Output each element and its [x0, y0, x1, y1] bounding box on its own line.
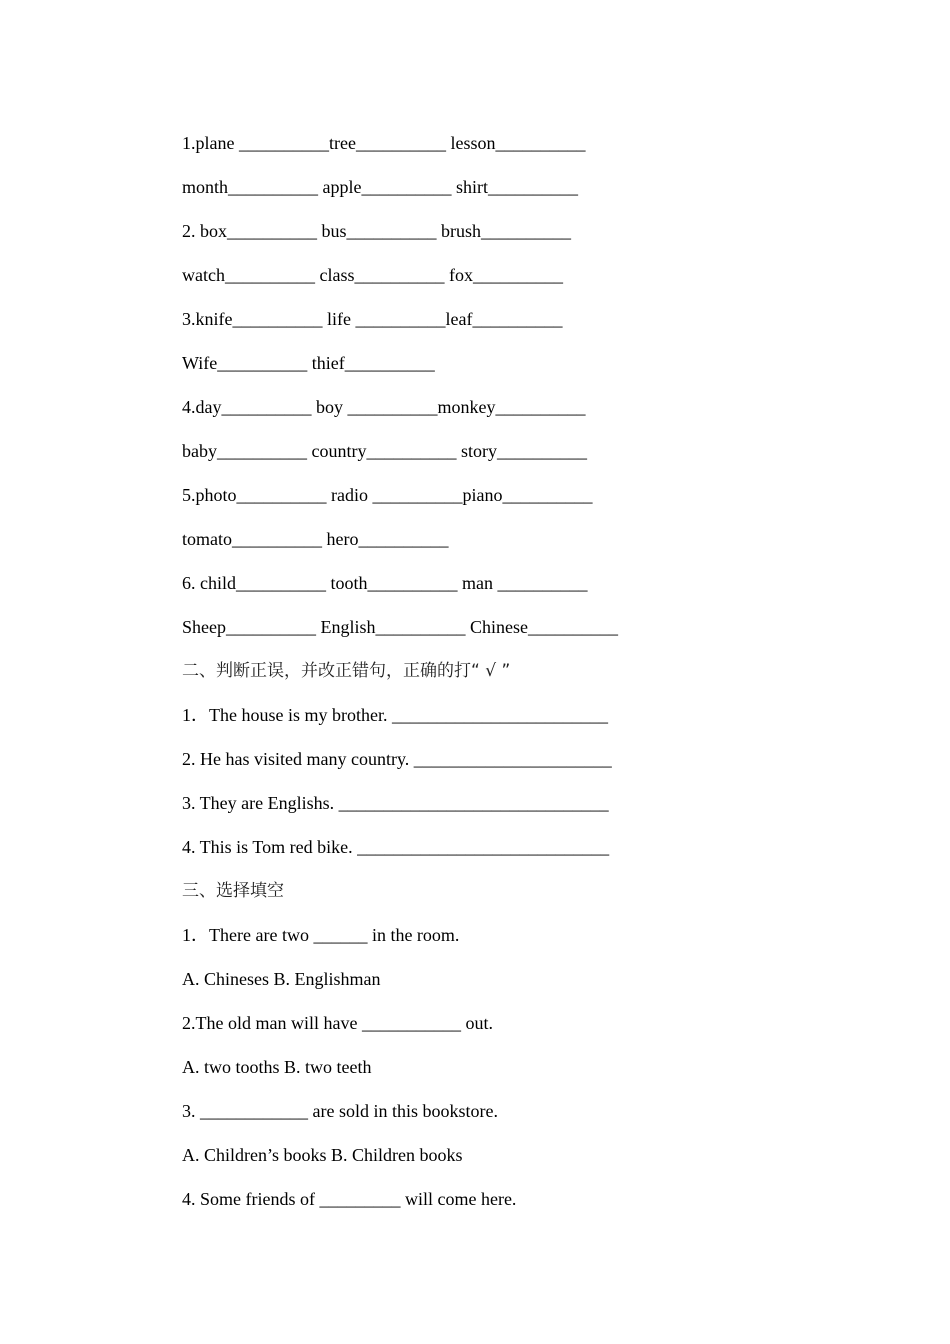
plural-line-5b: tomato__________ hero__________	[182, 529, 449, 549]
plural-line-3b: Wife__________ thief__________	[182, 353, 435, 373]
choice-options-3: A. Children’s books B. Children books	[182, 1145, 463, 1165]
section-2-heading: 二、判断正误，并改正错句，正确的打“ √ ”	[182, 661, 511, 681]
section-3-heading: 三、选择填空	[182, 881, 284, 901]
correction-item-3: 3. They are Englishs. ______________________________	[182, 793, 609, 813]
plural-line-5a: 5.photo__________ radio __________piano__________	[182, 485, 593, 505]
choice-options-2: A. two tooths B. two teeth	[182, 1057, 372, 1077]
plural-line-4a: 4.day__________ boy __________monkey__________	[182, 397, 586, 417]
plural-line-2b: watch__________ class__________ fox__________	[182, 265, 563, 285]
plural-line-6a: 6. child__________ tooth__________ man __________	[182, 573, 588, 593]
plural-line-3a: 3.knife__________ life __________leaf__________	[182, 309, 563, 329]
choice-question-1: 1．There are two ______ in the room.	[182, 925, 460, 945]
plural-line-2a: 2. box__________ bus__________ brush__________	[182, 221, 572, 241]
plural-line-1a: 1.plane __________tree__________ lesson__________	[182, 133, 586, 153]
correction-item-1: 1．The house is my brother. ________________________	[182, 705, 608, 725]
plural-line-1b: month__________ apple__________ shirt__________	[182, 177, 578, 197]
correction-item-4: 4. This is Tom red bike. ____________________________	[182, 837, 610, 857]
worksheet-content	[182, 128, 822, 1228]
choice-question-4: 4. Some friends of _________ will come here.	[182, 1189, 517, 1209]
plural-line-6b: Sheep__________ English__________ Chinese__________	[182, 617, 618, 637]
choice-question-2: 2.The old man will have ___________ out.	[182, 1013, 493, 1033]
correction-item-2: 2. He has visited many country. ______________________	[182, 749, 612, 769]
plural-line-4b: baby__________ country__________ story__________	[182, 441, 587, 461]
choice-options-1: A. Chineses B. Englishman	[182, 969, 381, 989]
choice-question-3: 3. ____________ are sold in this bookstore.	[182, 1101, 498, 1121]
